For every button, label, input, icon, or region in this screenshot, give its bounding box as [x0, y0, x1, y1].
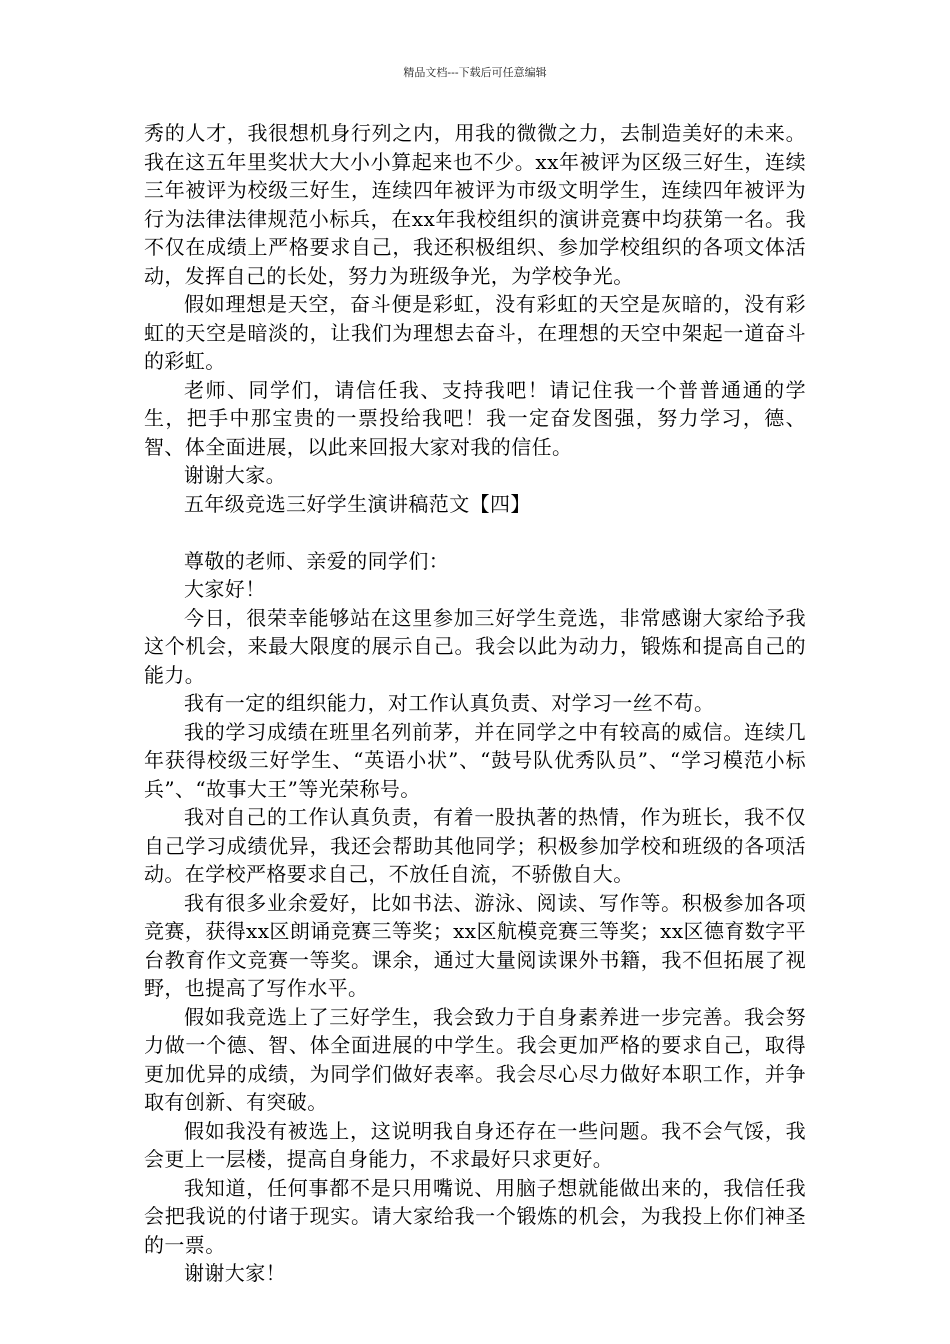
blank-line — [144, 518, 806, 547]
paragraph-final-thanks: 谢谢大家！ — [184, 1261, 286, 1285]
section-title-four: 五年级竞选三好学生演讲稿范文【四】 — [184, 491, 531, 516]
paragraph-greeting: 大家好！ — [184, 577, 266, 601]
paragraph-organization: 我有一定的组织能力，对工作认真负责、对学习一丝不苟。 — [184, 691, 715, 715]
paragraph-opening: 今日，很荣幸能够站在这里参加三好学生竞选，非常感谢大家给予我这个机会，来最大限度的展示自己。我会以此为动力，锻炼和提高自己的能力。 — [144, 605, 806, 687]
document-body — [144, 119, 806, 1288]
paragraph-hobbies: 我有很多业余爱好，比如书法、游泳、阅读、写作等。积极参加各项竞赛，获得xx区朗诵竞赛三等奖；xx区航模竞赛三等奖；xx区德育数字平台教育作文竞赛一等奖。课余，通过大量阅读课外书籍，我不但拓展了视野，也提高了写作水平。 — [144, 890, 806, 1000]
paragraph-thanks: 谢谢大家。 — [184, 463, 286, 487]
paragraph-if-not-elected: 假如我没有被选上，这说明我自身还存在一些问题。我不会气馁，我会更上一层楼，提高自身能力，不求最好只求更好。 — [144, 1118, 806, 1171]
paragraph-responsibility: 我对自己的工作认真负责，有着一股执著的热情，作为班长，我不仅自己学习成绩优异，我还会帮助其他同学；积极参加学校和班级的各项活动。在学校严格要求自己，不放任自流，不骄傲自大。 — [144, 805, 806, 886]
page-header-watermark: 精品文档---下载后可任意编辑 — [403, 66, 547, 79]
paragraph-closing: 我知道，任何事都不是只用嘴说、用脑子想就能做出来的，我信任我会把我说的付诸于现实。请大家给我一个锻炼的机会，为我投上你们神圣的一票。 — [144, 1175, 806, 1257]
paragraph-grades: 我的学习成绩在班里名列前茅，并在同学之中有较高的威信。连续几年获得校级三好学生、“英语小状”、“鼓号队优秀队员”、“学习模范小标兵”、“故事大王”等光荣称号。 — [144, 719, 806, 801]
paragraph-if-elected: 假如我竞选上了三好学生，我会致力于自身素养进一步完善。我会努力做一个德、智、体全面进展的中学生。我会更加严格的要求自己，取得更加优异的成绩，为同学们做好表率。我会尽心尽力做好本职工作，并争取有创新、有突破。 — [144, 1004, 806, 1114]
paragraph-intro-continuation: 秀的人才，我很想机身行列之内，用我的微微之力，去制造美好的未来。 我在这五年里奖状大大小小算起来也不少。xx年被评为区级三好生，连续三年被评为校级三好生，连续四年被评为市级文明学生，连续四年被评为行为法律法律规范小标兵，在xx年我校组织的演讲竞赛中均获第一名。我不仅在成绩上严格要求自己，我还积极组织、参加学校组织的各项文体活动，发挥自己的长处，努力为班级争光，为学校争光。 — [144, 121, 806, 288]
paragraph-ideal-rainbow: 假如理想是天空，奋斗便是彩虹，没有彩虹的天空是灰暗的，没有彩虹的天空是暗淡的，让我们为理想去奋斗，在理想的天空中架起一道奋斗的彩虹。 — [144, 292, 806, 373]
paragraph-request-vote: 老师、同学们，请信任我、支持我吧！请记住我一个普普通通的学生，把手中那宝贵的一票投给我吧！我一定奋发图强，努力学习，德、智、体全面进展，以此来回报大家对我的信任。 — [144, 377, 806, 459]
paragraph-salutation: 尊敬的老师、亲爱的同学们： — [184, 548, 450, 573]
